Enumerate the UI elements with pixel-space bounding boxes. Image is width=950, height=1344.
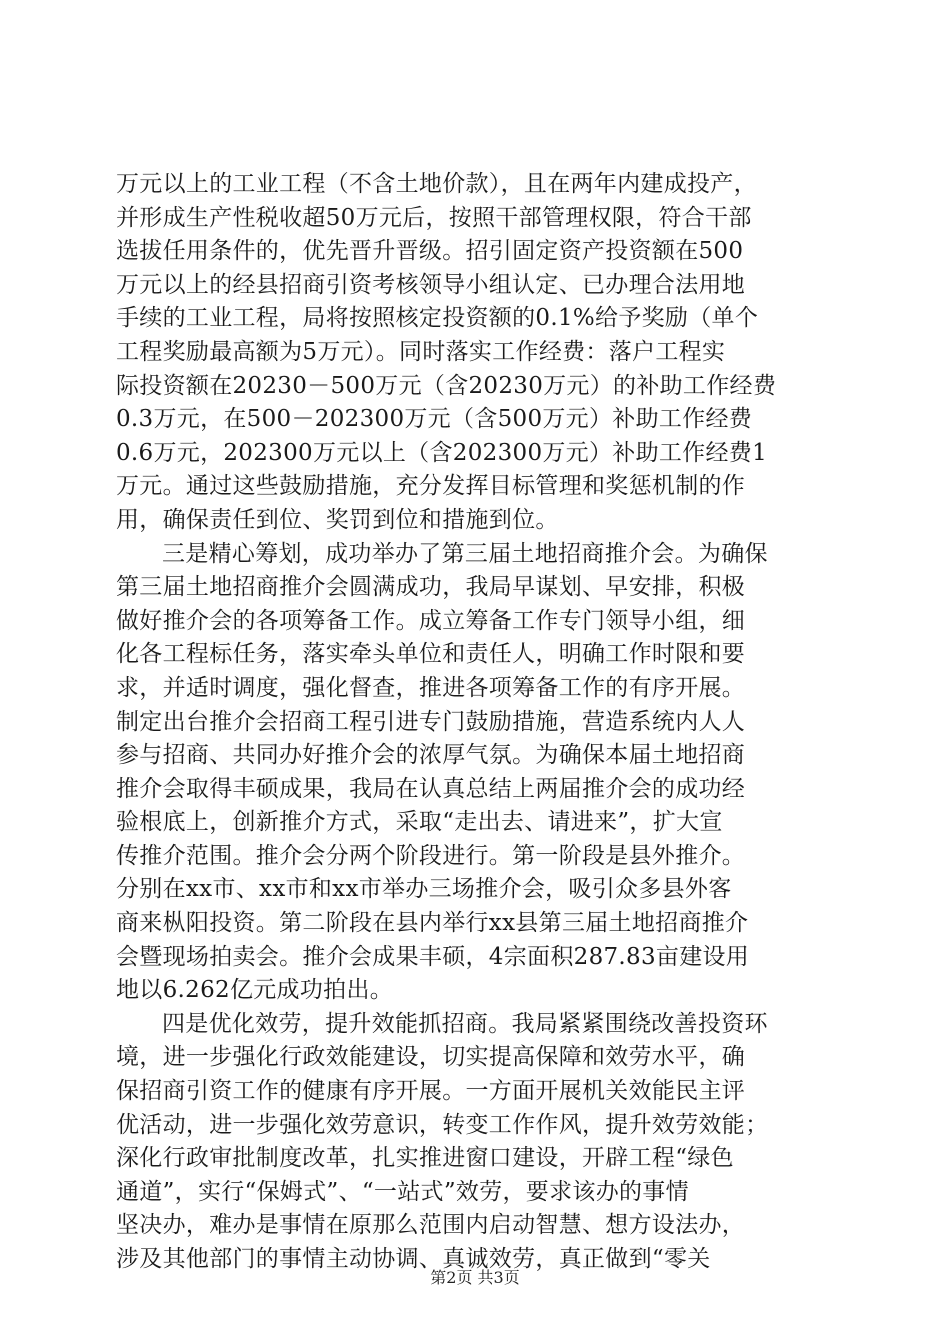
text-line: 万元以上的工业工程（不含土地价款），且在两年内建成投产， [116, 171, 757, 197]
text-line: 推介会取得丰硕成果，我局在认真总结上两届推介会的成功经 [116, 775, 746, 802]
text-line: 深化行政审批制度改革，扎实推进窗口建设，开辟工程“绿色 [116, 1145, 734, 1172]
text-line: 手续的工业工程，局将按照核定投资额的0.1%给予奖励（单个 [116, 305, 759, 332]
text-line: 涉及其他部门的事情主动协调、真诚效劳，真正做到“零关 [116, 1246, 711, 1272]
text-line: 坚决办，难办是事情在原那么范围内启动智慧、想方设法办， [116, 1212, 746, 1239]
text-line: 通道”，实行“保姆式”、“一站式”效劳，要求该办的事情 [116, 1178, 689, 1205]
page-footer: 第2页 共3页 [430, 1268, 520, 1287]
paragraph-start-line: 四是优化效劳，提升效能抓招商。我局紧紧围绕改善投资环 [162, 1010, 768, 1037]
text-line: 并形成生产性税收超50万元后，按照干部管理权限，符合干部 [116, 204, 752, 231]
text-line: 0.3万元，在500－202300万元（含500万元）补助工作经费 [116, 406, 753, 433]
text-line: 选拔任用条件的，优先晋升晋级。招引固定资产投资额在500 [116, 238, 744, 265]
text-line: 万元以上的经县招商引资考核领导小组认定、已办理合法用地 [116, 271, 746, 298]
text-line: 传推介范围。推介会分两个阶段进行。第一阶段是县外推介。 [116, 842, 746, 869]
text-line: 第三届土地招商推介会圆满成功，我局早谋划、早安排，积极 [116, 574, 746, 601]
text-line: 0.6万元，202300万元以上（含202300万元）补助工作经费1 [116, 439, 768, 466]
paragraph-start-line: 三是精心筹划，成功举办了第三届土地招商推介会。为确保 [162, 540, 768, 567]
text-line: 优活动，进一步强化效劳意识，转变工作作风，提升效劳效能； [116, 1111, 769, 1138]
text-line: 验根底上，创新推介方式，采取“走出去、请进来”，扩大宣 [116, 809, 723, 836]
text-line: 商来枞阳投资。第二阶段在县内举行xx县第三届土地招商推介 [116, 910, 749, 937]
text-line: 际投资额在20230－500万元（含20230万元）的补助工作经费 [116, 372, 777, 399]
text-line: 用，确保责任到位、奖罚到位和措施到位。 [116, 506, 559, 533]
text-line: 地以6.262亿元成功拍出。 [116, 977, 394, 1004]
text-line: 工程奖励最高额为5万元）。同时落实工作经费：落户工程实 [116, 338, 726, 365]
text-line: 化各工程标任务，落实牵头单位和责任人，明确工作时限和要 [116, 641, 746, 668]
text-line: 分别在xx市、xx市和xx市举办三场推介会，吸引众多县外客 [116, 876, 732, 903]
text-line: 做好推介会的各项筹备工作。成立筹备工作专门领导小组，细 [116, 607, 746, 634]
text-line: 制定出台推介会招商工程引进专门鼓励措施，营造系统内人人 [116, 708, 746, 735]
text-line: 求，并适时调度，强化督查，推进各项筹备工作的有序开展。 [116, 674, 746, 701]
text-line: 万元。通过这些鼓励措施，充分发挥目标管理和奖惩机制的作 [116, 473, 746, 500]
text-line: 会暨现场拍卖会。推介会成果丰硕，4宗面积287.83亩建设用 [116, 943, 750, 970]
text-line: 境，进一步强化行政效能建设，切实提高保障和效劳水平，确 [116, 1044, 746, 1071]
text-line: 保招商引资工作的健康有序开展。一方面开展机关效能民主评 [116, 1078, 746, 1105]
text-line: 参与招商、共同办好推介会的浓厚气氛。为确保本届土地招商 [116, 742, 746, 769]
body-text [116, 168, 836, 1277]
